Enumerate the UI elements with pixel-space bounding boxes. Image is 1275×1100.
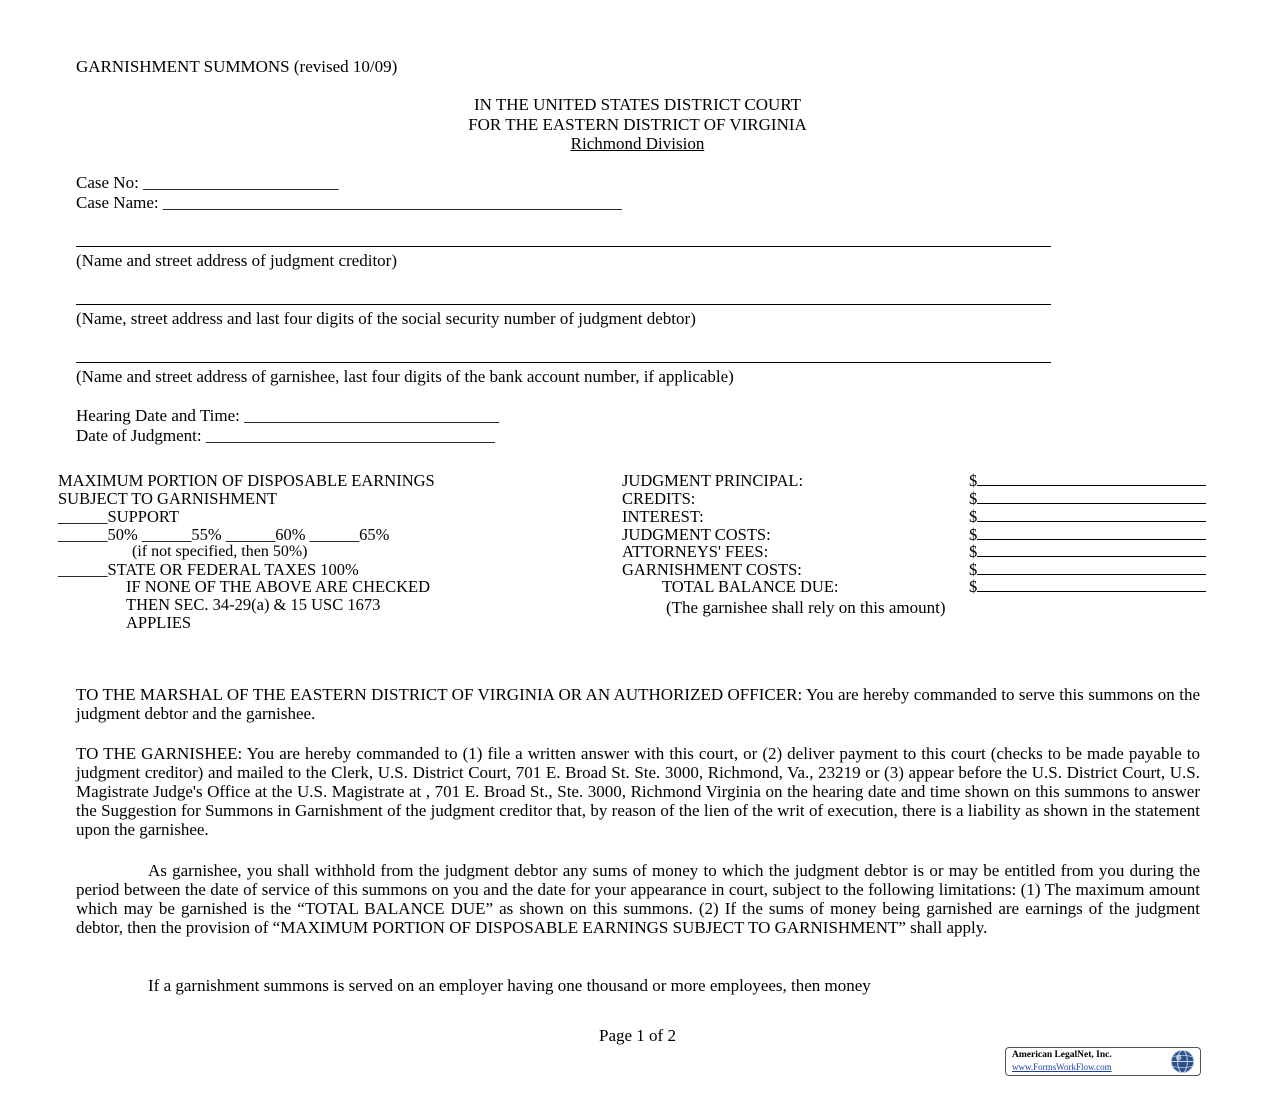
amount-field-total-balance[interactable] bbox=[969, 577, 1206, 596]
division-name: Richmond Division bbox=[570, 134, 705, 153]
amount-field-interest[interactable] bbox=[969, 507, 1206, 526]
currency-sign: $ bbox=[969, 507, 978, 526]
withhold-text: As garnishee, you shall withhold from the judgment debtor any sums of money to which the judgment debtor is or may be entitled from you during the period between the date of service of this summons on you and the date for your appearance in court, subject to the following limitations: (1) The maximum amount which may be garnished is the “TOTAL BALANCE DUE” as shown on this summons. (2) If the sums of money being garnished are earnings of the judgment debtor, then the provision of “MAXIMUM PORTION OF DISPOSABLE EARNINGS SUBJECT TO GARNISHMENT” shall apply. bbox=[76, 861, 1200, 938]
court-line-2: FOR THE EASTERN DISTRICT OF VIRGINIA bbox=[468, 115, 807, 134]
none-checked-line-1: IF NONE OF THE ABOVE ARE CHECKED bbox=[126, 577, 431, 596]
support-option[interactable]: ______SUPPORT bbox=[58, 507, 179, 526]
currency-sign: $ bbox=[969, 525, 978, 544]
amount-label-interest: INTEREST: bbox=[622, 507, 704, 526]
publisher-logo[interactable] bbox=[1005, 1047, 1201, 1076]
globe-icon bbox=[1170, 1049, 1195, 1074]
amount-field-credits[interactable] bbox=[969, 489, 1206, 508]
case-name-field[interactable]: Case Name: ______________________________________________________ bbox=[76, 193, 622, 212]
hearing-date-field[interactable]: Hearing Date and Time: ______________________________ bbox=[76, 406, 500, 425]
amount-label-garnishment-costs: GARNISHMENT COSTS: bbox=[622, 560, 802, 579]
garnishee-line[interactable] bbox=[76, 362, 1051, 363]
reliance-note: (The garnishee shall rely on this amount) bbox=[666, 598, 946, 617]
amount-label-credits: CREDITS: bbox=[622, 489, 696, 508]
publisher-url[interactable]: www.FormsWorkFlow.com bbox=[1012, 1062, 1112, 1072]
garnishee-caption: (Name and street address of garnishee, last four digits of the bank account number, if applicable) bbox=[76, 367, 734, 386]
page-number: Page 1 of 2 bbox=[599, 1026, 676, 1045]
court-division bbox=[0, 134, 1275, 153]
marshal-paragraph: TO THE MARSHAL OF THE EASTERN DISTRICT OF VIRGINIA OR AN AUTHORIZED OFFICER: You are hereby commanded to serve this summons on the judgment debtor and the garnishee. bbox=[76, 685, 1200, 724]
employer-text: If a garnishment summons is served on an employer having one thousand or more employees, then money bbox=[148, 976, 871, 995]
currency-sign: $ bbox=[969, 560, 978, 579]
currency-sign: $ bbox=[969, 577, 978, 596]
withhold-paragraph bbox=[76, 861, 1200, 937]
max-portion-heading-2: SUBJECT TO GARNISHMENT bbox=[58, 489, 278, 508]
percent-options[interactable]: ______50% ______55% ______60% ______65% bbox=[58, 525, 390, 544]
creditor-line[interactable] bbox=[76, 246, 1051, 247]
max-portion-heading-1: MAXIMUM PORTION OF DISPOSABLE EARNINGS bbox=[58, 471, 435, 490]
garnishee-paragraph: TO THE GARNISHEE: You are hereby commanded to (1) file a written answer with this court, or (2) deliver payment to this court (checks to be made payable to judgment creditor) and mailed to the Clerk, U.S. District Court, 701 E. Broad St. Ste. 3000, Richmond, Va., 23219 or (3) appear before the U.S. District Court, U.S. Magistrate Judge's Office at the U.S. Magistrate at , 701 E. Broad St., Ste. 3000, Richmond Virginia on the hearing date and time shown on this summons to answer the Suggestion for Summons in Garnishment of the judgment creditor that, by reason of the lien of the writ of execution, there is a liability as shown in the statement upon the garnishee. bbox=[76, 744, 1200, 840]
taxes-option[interactable]: ______STATE OR FEDERAL TAXES 100% bbox=[58, 560, 359, 579]
debtor-line[interactable] bbox=[76, 304, 1051, 305]
amount-field-attorneys-fees[interactable] bbox=[969, 542, 1206, 561]
currency-sign: $ bbox=[969, 471, 978, 490]
none-checked-line-2: THEN SEC. 34-29(a) & 15 USC 1673 bbox=[126, 595, 381, 614]
amount-field-principal[interactable] bbox=[969, 471, 1206, 490]
creditor-caption: (Name and street address of judgment creditor) bbox=[76, 251, 397, 270]
total-balance-label: TOTAL BALANCE DUE: bbox=[662, 577, 839, 596]
form-title: GARNISHMENT SUMMONS (revised 10/09) bbox=[76, 57, 398, 76]
publisher-name: American LegalNet, Inc. bbox=[1012, 1050, 1112, 1060]
employer-paragraph bbox=[76, 976, 1200, 995]
amount-label-attorneys-fees: ATTORNEYS' FEES: bbox=[622, 542, 769, 561]
default-percent-note: (if not specified, then 50%) bbox=[132, 543, 308, 560]
court-line-1: IN THE UNITED STATES DISTRICT COURT bbox=[473, 95, 802, 114]
debtor-caption: (Name, street address and last four digits of the social security number of judgment debtor) bbox=[76, 309, 696, 328]
case-number-field[interactable]: Case No: _______________________ bbox=[76, 173, 339, 192]
amount-label-principal: JUDGMENT PRINCIPAL: bbox=[622, 471, 804, 490]
judgment-date-field[interactable]: Date of Judgment: __________________________________ bbox=[76, 426, 495, 445]
none-checked-line-3: APPLIES bbox=[126, 613, 192, 632]
currency-sign: $ bbox=[969, 542, 978, 561]
currency-sign: $ bbox=[969, 489, 978, 508]
amount-label-judgment-costs: JUDGMENT COSTS: bbox=[622, 525, 771, 544]
